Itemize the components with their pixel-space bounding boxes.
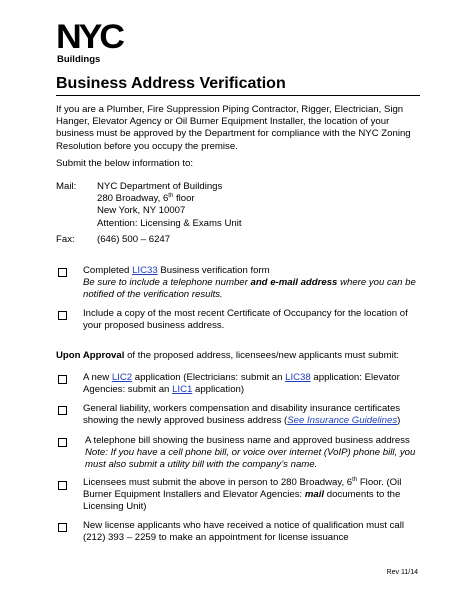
revision-label: Rev 11/14 [386, 569, 418, 576]
checkbox-insurance-certificates[interactable] [58, 406, 67, 415]
lic33-note: Be sure to include a telephone number and e-mail address where you can be notified of the verification results. [83, 277, 416, 301]
fax-block [56, 234, 426, 246]
mail-address [97, 181, 426, 230]
logo-buildings-text: Buildings [57, 54, 101, 65]
checkbox-new-application[interactable] [58, 375, 67, 384]
checkbox-submit-in-person[interactable] [58, 481, 67, 490]
item-telephone-bill: A telephone bill showing the business name and approved business address Note: If you have a cell phone bill, or voice over internet (VoIP) phone bill, you must also submit a utility bill with the company’s name. [85, 435, 416, 471]
submit-to-text: Submit the below information to: [56, 158, 194, 169]
mail-line-3: New York, NY 10007 [97, 205, 186, 217]
item-lic33: Completed LIC33 Business verification form Be sure to include a telephone number and e-mail address where you can be notified of the verification results. [83, 265, 416, 301]
insurance-guidelines-link[interactable]: See Insurance Guidelines [287, 415, 398, 427]
lic1-link[interactable]: LIC1 [172, 384, 193, 396]
lic33-link[interactable]: LIC33 [132, 265, 158, 276]
page-title: Business Address Verification [56, 75, 420, 96]
mail-line-4: Attention: Licensing & Exams Unit [97, 217, 242, 229]
lic2-link[interactable]: LIC2 [111, 372, 133, 383]
logo-nyc-text: NYC [56, 18, 122, 56]
checkbox-telephone-bill[interactable] [58, 438, 67, 447]
item-appointment: New license applicants who have received a notice of qualification must call (212) 393 – 2259 to make an appointment for license issuance [83, 520, 405, 544]
telephone-bill-note: Note: If you have a cell phone bill, or voice over internet (VoIP) phone bill, you must also submit a utility bill with the company’s name. [85, 447, 416, 471]
checkbox-lic33[interactable] [58, 268, 67, 277]
mail-line-2: 280 Broadway, 6th floor [97, 193, 195, 205]
item-certificate-of-occupancy: Include a copy of the most recent Certificate of Occupancy for the location of your proposed business address. [83, 308, 408, 332]
intro-paragraph: If you are a Plumber, Fire Suppression Piping Contractor, Rigger, Electrician, Sign Hanger, Elevator Agency or Oil Burner Equipment Installer, the location of your business must be approved by the Department for compliance with the NYC Zoning Resolution before you occupy the premise. [56, 104, 411, 152]
lic38-link[interactable]: LIC38 [285, 372, 311, 383]
item-submit-in-person: Licensees must submit the above in person to 280 Broadway, 6th Floor. (Oil Burner Equipment Installers and Elevator Agencies: mail documents to the Licensing Unit) [83, 476, 402, 513]
fax-label: Fax: [56, 234, 75, 245]
mail-line-1: NYC Department of Buildings [97, 181, 223, 192]
mail-label: Mail: [56, 181, 77, 192]
checkbox-appointment[interactable] [58, 523, 67, 532]
item-insurance-certificates: General liability, workers compensation and disability insurance certificates showing the newly approved business address (See Insurance Guidelines) [83, 403, 401, 427]
mail-address-block [56, 181, 426, 230]
fax-number: (646) 500 – 6247 [97, 234, 171, 245]
item-new-application: A new LIC2 application (Electricians: submit an LIC38 application: Elevator Agencies: submit an LIC1 application) [83, 372, 400, 396]
checkbox-certificate-of-occupancy[interactable] [58, 311, 67, 320]
upon-approval-text: Upon Approval of the proposed address, licensees/new applicants must submit: [56, 350, 400, 361]
nyc-buildings-logo [56, 18, 122, 65]
